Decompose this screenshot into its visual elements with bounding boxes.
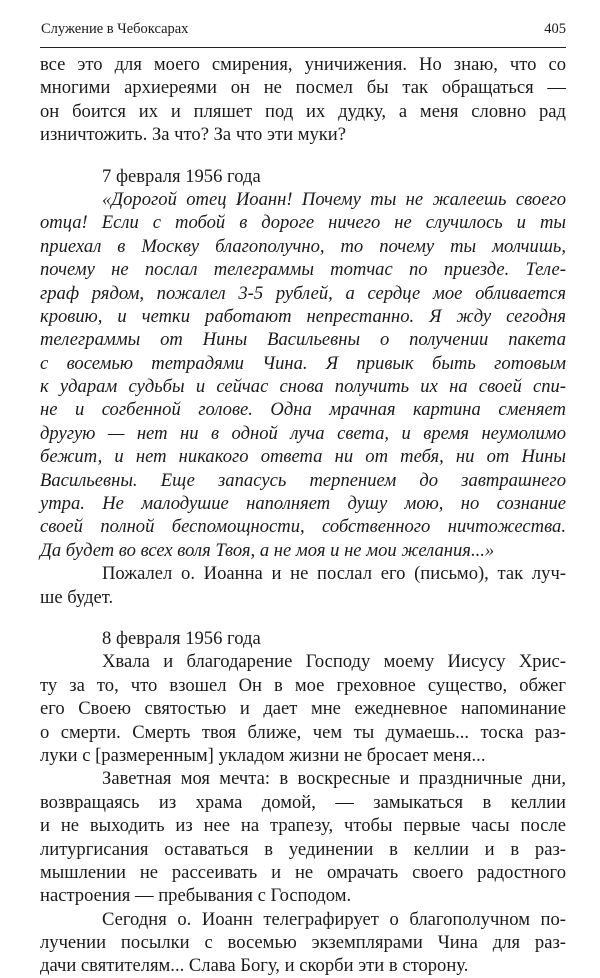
text-line: многими архиереями он не посмел бы так обращаться — <box>40 77 566 99</box>
text-line: бежит, и нет никакого ответа ни от тебя, ни от Нины <box>40 446 566 468</box>
text-line: дачи святителям... Слава Богу, и скорби эти в сторону. <box>40 955 469 977</box>
running-head <box>40 21 566 45</box>
text-line: о смерти. Смерть твоя ближе, чем ты думаешь... тоска раз- <box>40 721 566 743</box>
text-line: все это для моего смирения, уничижения. Но знаю, что со <box>40 54 566 75</box>
text-line: и не выходить из нее на трапезу, чтобы первые часы после <box>40 815 566 837</box>
text-line: луки с [размеренным] укладом жизни не бросает меня... <box>40 744 486 766</box>
text-line: утра. Не малодушие наполняет душу мою, но сознание <box>40 493 566 515</box>
text-line: своей полной беспомощности, собственного ничтожества. <box>40 516 566 538</box>
text-line: почему не послал телеграммы тотчас по приезде. Теле- <box>40 259 566 281</box>
text-line: не и согбенной голове. Одна мрачная картина сменяет <box>40 399 566 421</box>
text-line: к ударам судьбы и сейчас снова получить их на своей спи- <box>40 376 566 398</box>
text-line: Васильевны. Еще запасусь терпением до завтрашнего <box>40 469 566 491</box>
diary-date-heading: 7 февраля 1956 года <box>102 165 261 187</box>
header-rule <box>40 47 566 48</box>
text-line: ше будет. <box>40 586 114 608</box>
text-line: «Дорогой отец Иоанн! Почему ты не жалеешь своего <box>102 188 566 210</box>
text-line: кровию, и четки работают непрестанно. Я жду сегодня <box>40 305 566 327</box>
letter-quote <box>40 188 566 562</box>
text-line: настроения — пребывания с Господом. <box>40 885 352 907</box>
paragraph <box>40 562 566 609</box>
paragraph <box>40 767 566 907</box>
text-line: отца! Если с тобой в дороге ничего не случилось и ты <box>40 212 566 234</box>
text-line: литургисания оставаться в уединении в келлии и в раз- <box>40 838 566 860</box>
text-line: возвращаясь из храма домой, — замыкаться в келлии <box>40 791 566 813</box>
text-line: Пожалел о. Иоанна и не послал его (письмо), так луч- <box>102 563 566 585</box>
chapter-title: Служение в Чебоксарах <box>41 21 189 37</box>
text-line: Хвала и благодарение Господу моему Иисусу Хрис- <box>102 651 566 673</box>
text-line: он боится их и пляшет под их дудку, а меня словно рад <box>40 100 566 122</box>
paragraph-continuation <box>40 53 566 147</box>
text-line: Сегодня о. Иоанн телеграфирует о благополучном по- <box>102 908 566 930</box>
text-line: приехал в Москву благополучно, то почему ты молчишь, <box>40 235 566 257</box>
page-number: 405 <box>544 21 566 37</box>
text-line: Заветная моя мечта: в воскресные и праздничные дни, <box>102 768 566 790</box>
text-line: изничтожить. За что? За что эти муки? <box>40 124 347 146</box>
text-line: ту за то, что взошел Он в мое греховное существо, обжег <box>40 674 566 696</box>
diary-date-heading: 8 февраля 1956 года <box>102 627 261 649</box>
paragraph <box>40 908 566 978</box>
paragraph <box>40 650 566 767</box>
text-line: другую — нет ни в одной луча света, и время неумолимо <box>40 422 566 444</box>
text-line: лучении посылки с восемью экземплярами Чина для раз- <box>40 932 566 954</box>
page-body <box>40 53 566 978</box>
text-line: граф рядом, пожалел 3-5 рублей, а сердце мое обливается <box>40 282 566 304</box>
text-line: мышлении не рассеивать и не омрачать своего радостного <box>40 861 566 883</box>
text-line: его Своею святостью и дает мне ежедневное напоминание <box>40 698 566 720</box>
text-line: Да будет во всех воля Твоя, а не моя и не мои желания...» <box>40 539 495 561</box>
text-line: с восемью тетрадями Чина. Я привык быть готовым <box>40 352 566 374</box>
text-line: телеграммы от Нины Васильевны о получении пакета <box>40 329 566 351</box>
